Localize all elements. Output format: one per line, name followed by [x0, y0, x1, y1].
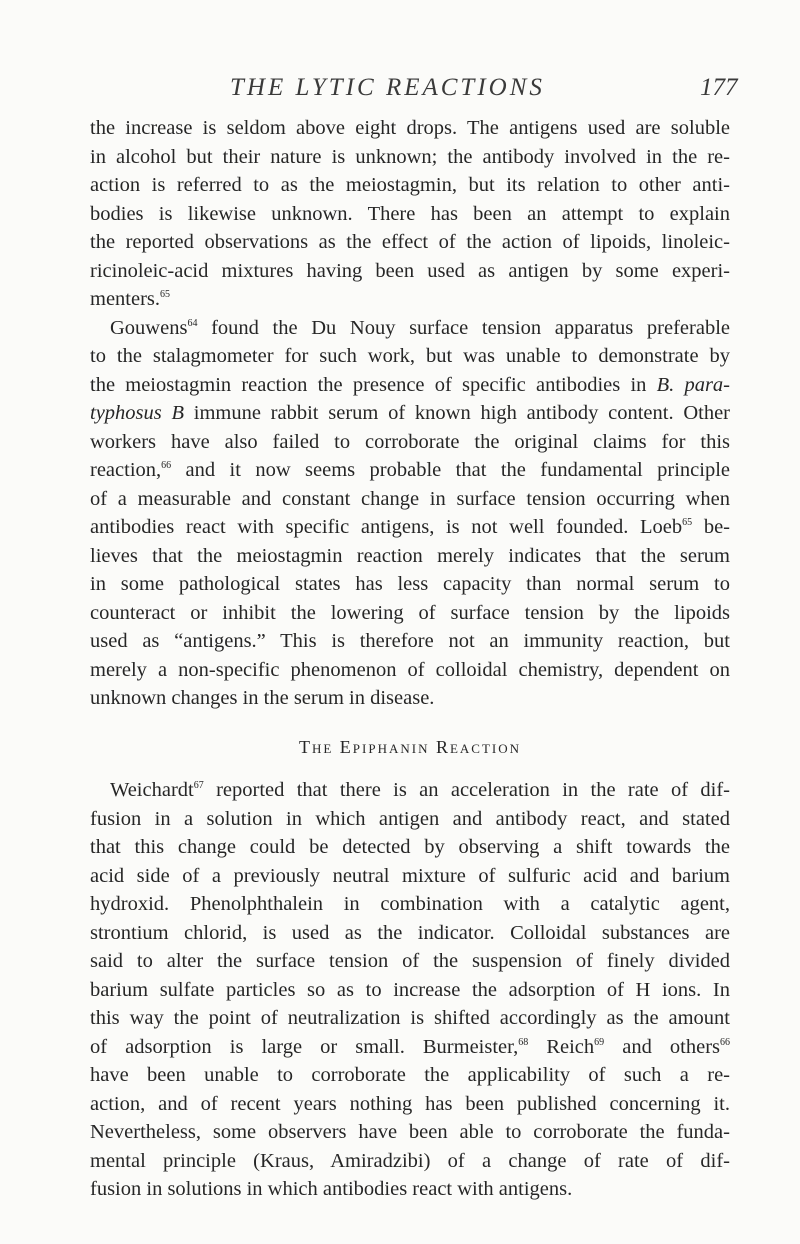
text-line: typhosus B immune rabbit serum of known high antibody content. Other	[90, 402, 730, 424]
text-line: action is referred to as the meiostagmin, but its relation to other anti-	[90, 174, 730, 196]
text-line: the meiostagmin reaction the presence of specific antibodies in B. para-	[90, 373, 730, 396]
text-line: in alcohol but their nature is unknown; the antibody involved in the re-	[90, 145, 730, 168]
text-line: have been unable to corroborate the applicability of such a re-	[90, 1064, 730, 1086]
text-line: fusion in a solution in which antigen and antibody react, and stated	[90, 807, 730, 830]
page-number: 177	[700, 74, 738, 101]
footnote-ref: 67	[193, 780, 204, 791]
footnote-ref: 69	[594, 1036, 605, 1048]
text-line: lieves that the meiostagmin reaction merely indicates that the serum	[90, 544, 730, 567]
text-line: barium sulfate particles so as to increase the adsorption of H ions. In	[90, 978, 730, 1001]
text-line: ricinoleic-acid mixtures having been used as antigen by some experi-	[90, 259, 730, 282]
running-head	[0, 74, 800, 108]
paragraph	[90, 776, 730, 1204]
text-line: strontium chlorid, is used as the indicator. Colloidal substances are	[90, 921, 730, 944]
text-line: Weichardt$^{67}$ reported that there is an acceleration in the rate of dif-	[110, 779, 730, 801]
text-line: acid side of a previously neutral mixture of sulfuric acid and barium	[90, 864, 730, 887]
text-line: hydroxid. Phenolphthalein in combination with a catalytic agent,	[90, 893, 730, 915]
footnote-ref: 66	[720, 1036, 730, 1048]
footnote-ref: 65	[682, 517, 693, 528]
text-line: this way the point of neutralization is shifted accordingly as the amount	[90, 1007, 730, 1029]
text-line: menters.$^{65}$	[90, 288, 171, 310]
text-line: to the stalagmometer for such work, but was unable to demonstrate by	[90, 345, 730, 367]
footnote-ref: 68	[518, 1036, 529, 1048]
footnote-ref: 66	[161, 460, 172, 471]
footnote-ref: 64	[187, 317, 198, 329]
text-line: reaction,$^{66}$ and it now seems probable that the fundamental principle	[90, 459, 730, 481]
body-text	[90, 114, 730, 1204]
text-line: Nevertheless, some observers have been able to corroborate the funda-	[90, 1121, 730, 1143]
text-line: said to alter the surface tension of the suspension of finely divided	[90, 950, 730, 972]
text-line: that this change could be detected by observing a shift towards the	[90, 836, 730, 858]
text-line: antibodies react with specific antigens, is not well founded. Loeb$^{65}$ be-	[90, 516, 730, 538]
paragraph	[90, 114, 730, 314]
text-line: fusion in solutions in which antibodies react with antigens.	[90, 1178, 573, 1200]
text-line: used as “antigens.” This is therefore not an immunity reaction, but	[90, 630, 730, 652]
text-line: of adsorption is large or small. Burmeister,$^{68}$ Reich$^{69}$ and others$^{66}$	[90, 1035, 730, 1058]
text-line: mental principle (Kraus, Amiradzibi) of a change of rate of dif-	[90, 1149, 730, 1172]
text-line: of a measurable and constant change in surface tension occurring when	[90, 487, 730, 510]
text-line: in some pathological states has less capacity than normal serum to	[90, 573, 730, 595]
running-title: THE LYTIC REACTIONS	[230, 74, 545, 101]
text-line: action, and of recent years nothing has been published concerning it.	[90, 1092, 730, 1115]
paragraph	[90, 314, 730, 713]
text-line: workers have also failed to corroborate the original claims for this	[90, 430, 730, 453]
footnote-ref: 65	[160, 289, 171, 300]
text-line: Gouwens$^{64}$ found the Du Nouy surface tension apparatus preferable	[110, 316, 730, 339]
text-line: the increase is seldom above eight drops. The antigens used are soluble	[90, 117, 730, 139]
text-line: bodies is likewise unknown. There has been an attempt to explain	[90, 202, 730, 225]
text-line: unknown changes in the serum in disease.	[90, 687, 435, 709]
text-line: counteract or inhibit the lowering of surface tension by the lipoids	[90, 601, 730, 624]
text-line: the reported observations as the effect of the action of lipoids, linoleic-	[90, 231, 730, 253]
section-heading: The Epiphanin Reaction	[298, 736, 522, 757]
text-line: merely a non-specific phenomenon of colloidal chemistry, dependent on	[90, 658, 730, 681]
